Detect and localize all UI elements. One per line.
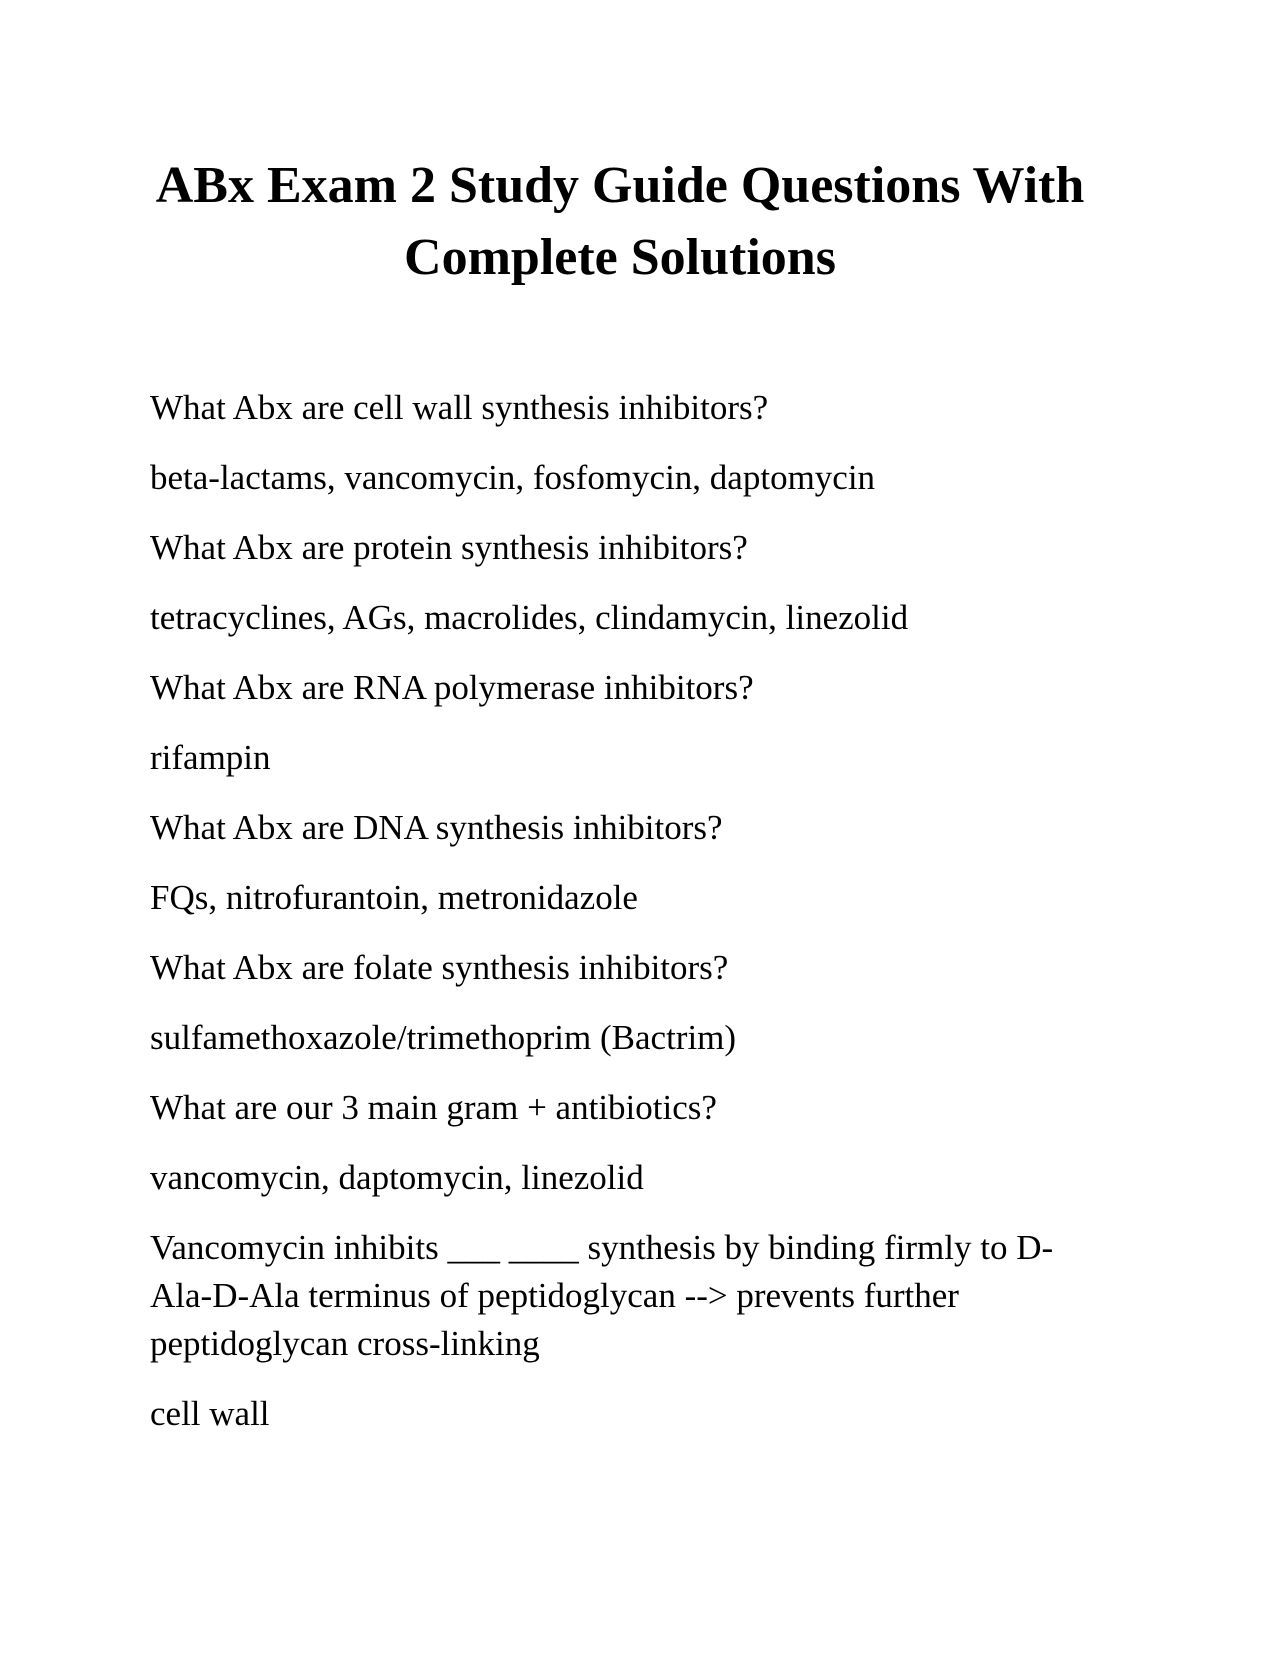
answer-paragraph <box>150 874 1090 922</box>
paragraph-line: Ala-D-Ala terminus of peptidoglycan --> prevents further <box>150 1276 959 1315</box>
paragraph-line: sulfamethoxazole/trimethoprim (Bactrim) <box>150 1018 737 1057</box>
paragraph-line: What Abx are DNA synthesis inhibitors? <box>150 808 723 847</box>
question-paragraph <box>150 1224 1090 1368</box>
paragraph-line: beta-lactams, vancomycin, fosfomycin, daptomycin <box>150 458 876 497</box>
paragraph-line: cell wall <box>150 1394 270 1433</box>
question-paragraph <box>150 944 1090 992</box>
question-paragraph <box>150 1084 1090 1132</box>
paragraph-line: What Abx are RNA polymerase inhibitors? <box>150 668 754 707</box>
paragraph-line: tetracyclines, AGs, macrolides, clindamycin, linezolid <box>150 598 909 637</box>
paragraph-line: peptidoglycan cross-linking <box>150 1324 540 1363</box>
paragraph-line: Vancomycin inhibits ___ ____ synthesis by binding firmly to D- <box>150 1228 1054 1267</box>
answer-paragraph <box>150 1154 1090 1202</box>
document-title <box>150 150 1090 294</box>
answer-paragraph <box>150 734 1090 782</box>
paragraph-line: What Abx are cell wall synthesis inhibitors? <box>150 388 769 427</box>
answer-paragraph <box>150 1390 1090 1438</box>
question-paragraph <box>150 384 1090 432</box>
answer-paragraph <box>150 454 1090 502</box>
paragraph-line: FQs, nitrofurantoin, metronidazole <box>150 878 638 917</box>
paragraph-line: What Abx are folate synthesis inhibitors? <box>150 948 729 987</box>
question-paragraph <box>150 664 1090 712</box>
paragraph-line: vancomycin, daptomycin, linezolid <box>150 1158 644 1197</box>
answer-paragraph <box>150 594 1090 642</box>
document-title-line-1: ABx Exam 2 Study Guide Questions With <box>155 157 1085 214</box>
document-body <box>150 384 1090 1438</box>
question-paragraph <box>150 524 1090 572</box>
question-paragraph <box>150 804 1090 852</box>
paragraph-line: What Abx are protein synthesis inhibitors? <box>150 528 748 567</box>
answer-paragraph <box>150 1014 1090 1062</box>
document-title-line-2: Complete Solutions <box>404 229 836 286</box>
paragraph-line: rifampin <box>150 738 271 777</box>
paragraph-line: What are our 3 main gram + antibiotics? <box>150 1088 717 1127</box>
